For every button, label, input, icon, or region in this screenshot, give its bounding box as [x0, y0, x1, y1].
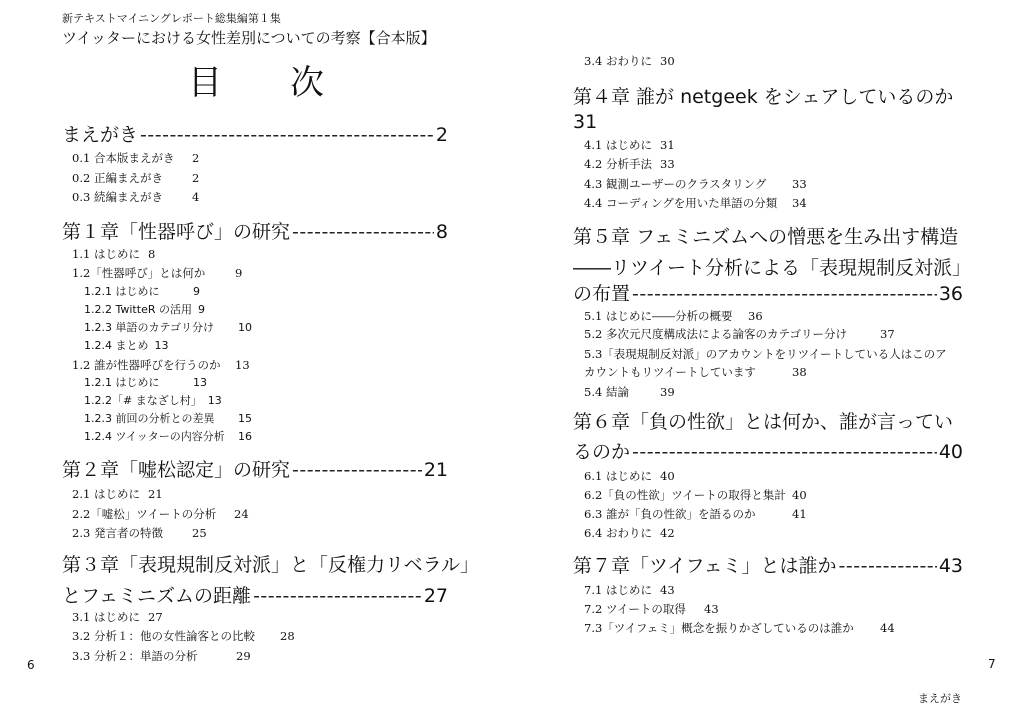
entry-label: 5.3「表現規制反対派」のアカウントをリツイートしている人はこのア	[584, 347, 947, 361]
toc-entry[interactable]	[584, 176, 807, 192]
toc-entry[interactable]	[584, 346, 947, 362]
entry-page: 13	[235, 358, 250, 372]
entry-label: 6.2「負の性欲」ツイートの取得と集計	[584, 488, 786, 502]
entry-page: 15	[238, 412, 252, 425]
toc-entry[interactable]	[584, 506, 807, 522]
entry-label: 1.2.3 単語のカテゴリ分け	[84, 321, 215, 334]
entry-label: 7.2 ツイートの取得	[584, 602, 686, 616]
entry-page: 2	[192, 151, 200, 165]
chapter-title: 第５章 フェミニズムへの憎悪を生み出す構造	[573, 226, 959, 248]
toc-heading-char-1: 目	[188, 63, 222, 103]
entry-label: 1.2.1 はじめに	[84, 376, 160, 389]
toc-entry[interactable]	[584, 53, 675, 69]
entry-label: 1.2 誰が性器呼びを行うのか	[72, 358, 221, 372]
entry-label: 3.3 分析２：単語の分析	[72, 649, 198, 663]
toc-entry[interactable]	[72, 170, 199, 186]
dot-leader	[140, 122, 434, 148]
toc-heading-char-2: 次	[290, 63, 324, 103]
toc-entry[interactable]	[72, 486, 163, 502]
entry-page: 43	[660, 583, 675, 597]
toc-entry[interactable]	[584, 308, 763, 324]
book-title: ツイッターにおける女性差別についての考察【合本版】	[62, 29, 436, 47]
entry-label: 2.2「嘘松」ツイートの分析	[72, 507, 217, 521]
toc-entry[interactable]	[72, 609, 163, 625]
chapter-title: とフェミニズムの距離	[62, 585, 252, 607]
toc-chapter-6-line1[interactable]	[573, 409, 963, 435]
entry-page: 10	[238, 321, 252, 334]
chapter-title: 第６章「負の性欲」とは何か、誰が言ってい	[573, 411, 954, 433]
chapter-page: 40	[938, 441, 963, 463]
toc-chapter-2[interactable]	[62, 457, 448, 483]
toc-entry[interactable]	[72, 525, 207, 541]
chapter-title: 第２章「嘘松認定」の研究	[62, 459, 291, 481]
entry-label: 4.3 観測ユーザーのクラスタリング	[584, 177, 767, 191]
toc-entry[interactable]	[84, 411, 252, 427]
entry-page: 9	[197, 303, 205, 316]
dot-leader	[632, 439, 937, 465]
toc-entry[interactable]	[84, 302, 205, 318]
entry-label: カウントもリツイートしています	[584, 365, 756, 379]
entry-label: 2.1 はじめに	[72, 487, 140, 501]
toc-entry[interactable]	[72, 246, 155, 262]
entry-label: 5.1 はじめに――分析の概要	[584, 309, 733, 323]
page-number-right: 7	[988, 657, 996, 671]
toc-chapter-5-line3[interactable]	[573, 281, 963, 307]
toc-chapter-4-line2[interactable]	[573, 109, 597, 135]
toc-chapter-4-line1[interactable]	[573, 84, 963, 110]
series-title: 新テキストマイニングレポート総集編第１集	[62, 12, 281, 25]
chapter-title: るのか	[573, 441, 631, 463]
toc-entry-continued[interactable]	[584, 364, 807, 380]
toc-entry[interactable]	[584, 156, 675, 172]
entry-page: 8	[148, 247, 156, 261]
dot-leader	[292, 219, 434, 245]
toc-chapter-3-line2[interactable]	[62, 583, 448, 609]
toc-entry[interactable]	[84, 429, 252, 445]
entry-label: 4.4 コーディングを用いた単語の分類	[584, 196, 778, 210]
toc-entry[interactable]	[84, 375, 207, 391]
entry-label: 1.2.3 前回の分析との差異	[84, 412, 215, 425]
entry-label: 1.2.4 まとめ	[84, 339, 149, 352]
chapter-title: 第４章 誰が netgeek をシェアしているのか	[573, 86, 954, 108]
entry-page: 13	[207, 394, 222, 407]
toc-entry[interactable]	[72, 628, 295, 644]
toc-entry[interactable]	[584, 620, 895, 636]
toc-entry[interactable]	[72, 189, 199, 205]
toc-entry[interactable]	[72, 265, 242, 281]
entry-page: 40	[660, 469, 675, 483]
dot-leader	[292, 457, 422, 483]
toc-entry[interactable]	[584, 468, 675, 484]
toc-entry[interactable]	[584, 582, 675, 598]
entry-page: 30	[660, 54, 675, 68]
toc-chapter-7[interactable]	[573, 553, 963, 579]
entry-page: 13	[154, 339, 169, 352]
toc-entry[interactable]	[584, 384, 675, 400]
entry-page: 36	[748, 309, 763, 323]
toc-chapter-3-line1[interactable]	[62, 552, 480, 578]
toc-chapter-5-line2[interactable]	[573, 255, 972, 281]
entry-label: 7.1 はじめに	[584, 583, 652, 597]
toc-entry[interactable]	[72, 357, 250, 373]
entry-page: 41	[792, 507, 807, 521]
toc-chapter-preface[interactable]	[62, 122, 448, 148]
toc-entry[interactable]	[584, 487, 807, 503]
toc-entry[interactable]	[584, 195, 807, 211]
chapter-title: ――リツイート分析による「表現規制反対派」	[573, 257, 972, 279]
entry-page: 33	[660, 157, 675, 171]
toc-entry[interactable]	[84, 320, 252, 336]
entry-label: 0.2 正編まえがき	[72, 171, 163, 185]
toc-entry[interactable]	[84, 393, 222, 409]
entry-label: 1.1 はじめに	[72, 247, 140, 261]
toc-entry[interactable]	[72, 648, 251, 664]
entry-label: 6.3 誰が「負の性欲」を語るのか	[584, 507, 756, 521]
entry-page: 4	[192, 190, 200, 204]
entry-page: 40	[792, 488, 807, 502]
entry-label: 7.3「ツイフェミ」概念を振りかざしているのは誰か	[584, 621, 854, 635]
entry-page: 33	[792, 177, 807, 191]
chapter-title: 第１章「性器呼び」の研究	[62, 221, 291, 243]
entry-label: 0.1 合本版まえがき	[72, 151, 175, 165]
entry-label: 6.4 おわりに	[584, 526, 652, 540]
entry-page: 21	[148, 487, 163, 501]
toc-entry[interactable]	[84, 338, 169, 354]
entry-label: 3.1 はじめに	[72, 610, 140, 624]
entry-page: 9	[193, 285, 200, 298]
running-footer: まえがき	[918, 692, 962, 705]
entry-label: 4.1 はじめに	[584, 138, 652, 152]
toc-entry[interactable]	[584, 601, 719, 617]
entry-label: 3.4 おわりに	[584, 54, 652, 68]
chapter-page: 8	[435, 221, 448, 243]
entry-page: 2	[192, 171, 200, 185]
entry-page: 42	[660, 526, 675, 540]
entry-label: 1.2.2 TwitteR の活用	[84, 303, 192, 316]
entry-label: 1.2.4 ツイッターの内容分析	[84, 430, 225, 443]
toc-entry[interactable]	[72, 150, 199, 166]
toc-chapter-6-line2[interactable]	[573, 439, 963, 465]
entry-page: 39	[660, 385, 675, 399]
chapter-page: 31	[573, 111, 598, 133]
entry-label: 5.4 結論	[584, 385, 629, 399]
toc-entry[interactable]	[72, 506, 249, 522]
dot-leader	[632, 281, 937, 307]
chapter-page: 36	[938, 283, 963, 305]
entry-label: 1.2.1 はじめに	[84, 285, 160, 298]
entry-page: 29	[236, 649, 251, 663]
entry-page: 38	[792, 365, 807, 379]
chapter-page: 43	[938, 555, 963, 577]
entry-page: 24	[234, 507, 249, 521]
toc-entry[interactable]	[584, 326, 895, 342]
toc-entry[interactable]	[584, 137, 675, 153]
dot-leader	[839, 553, 937, 579]
entry-label: 0.3 続編まえがき	[72, 190, 163, 204]
entry-label: 4.2 分析手法	[584, 157, 652, 171]
entry-page: 44	[880, 621, 895, 635]
toc-entry[interactable]	[584, 525, 675, 541]
page-number-left: 6	[27, 658, 35, 672]
entry-page: 25	[192, 526, 207, 540]
chapter-title: 第７章「ツイフェミ」とは誰か	[573, 555, 837, 577]
toc-entry[interactable]	[84, 284, 200, 300]
chapter-title: まえがき	[62, 124, 139, 146]
chapter-title: 第３章「表現規制反対派」と「反権力リベラル」	[62, 554, 480, 576]
entry-page: 13	[193, 376, 207, 389]
entry-label: 3.2 分析１：他の女性論客との比較	[72, 629, 255, 643]
entry-label: 6.1 はじめに	[584, 469, 652, 483]
entry-label: 1.2.2「# まなざし村」	[84, 394, 202, 407]
entry-page: 28	[280, 629, 295, 643]
chapter-page: 27	[423, 585, 448, 607]
chapter-page: 21	[423, 459, 448, 481]
entry-label: 2.3 発言者の特徴	[72, 526, 163, 540]
toc-chapter-5-line1[interactable]	[573, 224, 963, 250]
toc-chapter-1[interactable]	[62, 219, 448, 245]
entry-page: 27	[148, 610, 163, 624]
entry-label: 1.2「性器呼び」とは何か	[72, 266, 206, 280]
chapter-title: の布置	[573, 283, 631, 305]
dot-leader	[253, 583, 422, 609]
entry-page: 37	[880, 327, 895, 341]
entry-page: 31	[660, 138, 675, 152]
entry-page: 43	[704, 602, 719, 616]
chapter-page: 2	[435, 124, 448, 146]
entry-label: 5.2 多次元尺度構成法による論客のカテゴリー分け	[584, 327, 847, 341]
entry-page: 9	[235, 266, 243, 280]
entry-page: 16	[238, 430, 252, 443]
entry-page: 34	[792, 196, 807, 210]
